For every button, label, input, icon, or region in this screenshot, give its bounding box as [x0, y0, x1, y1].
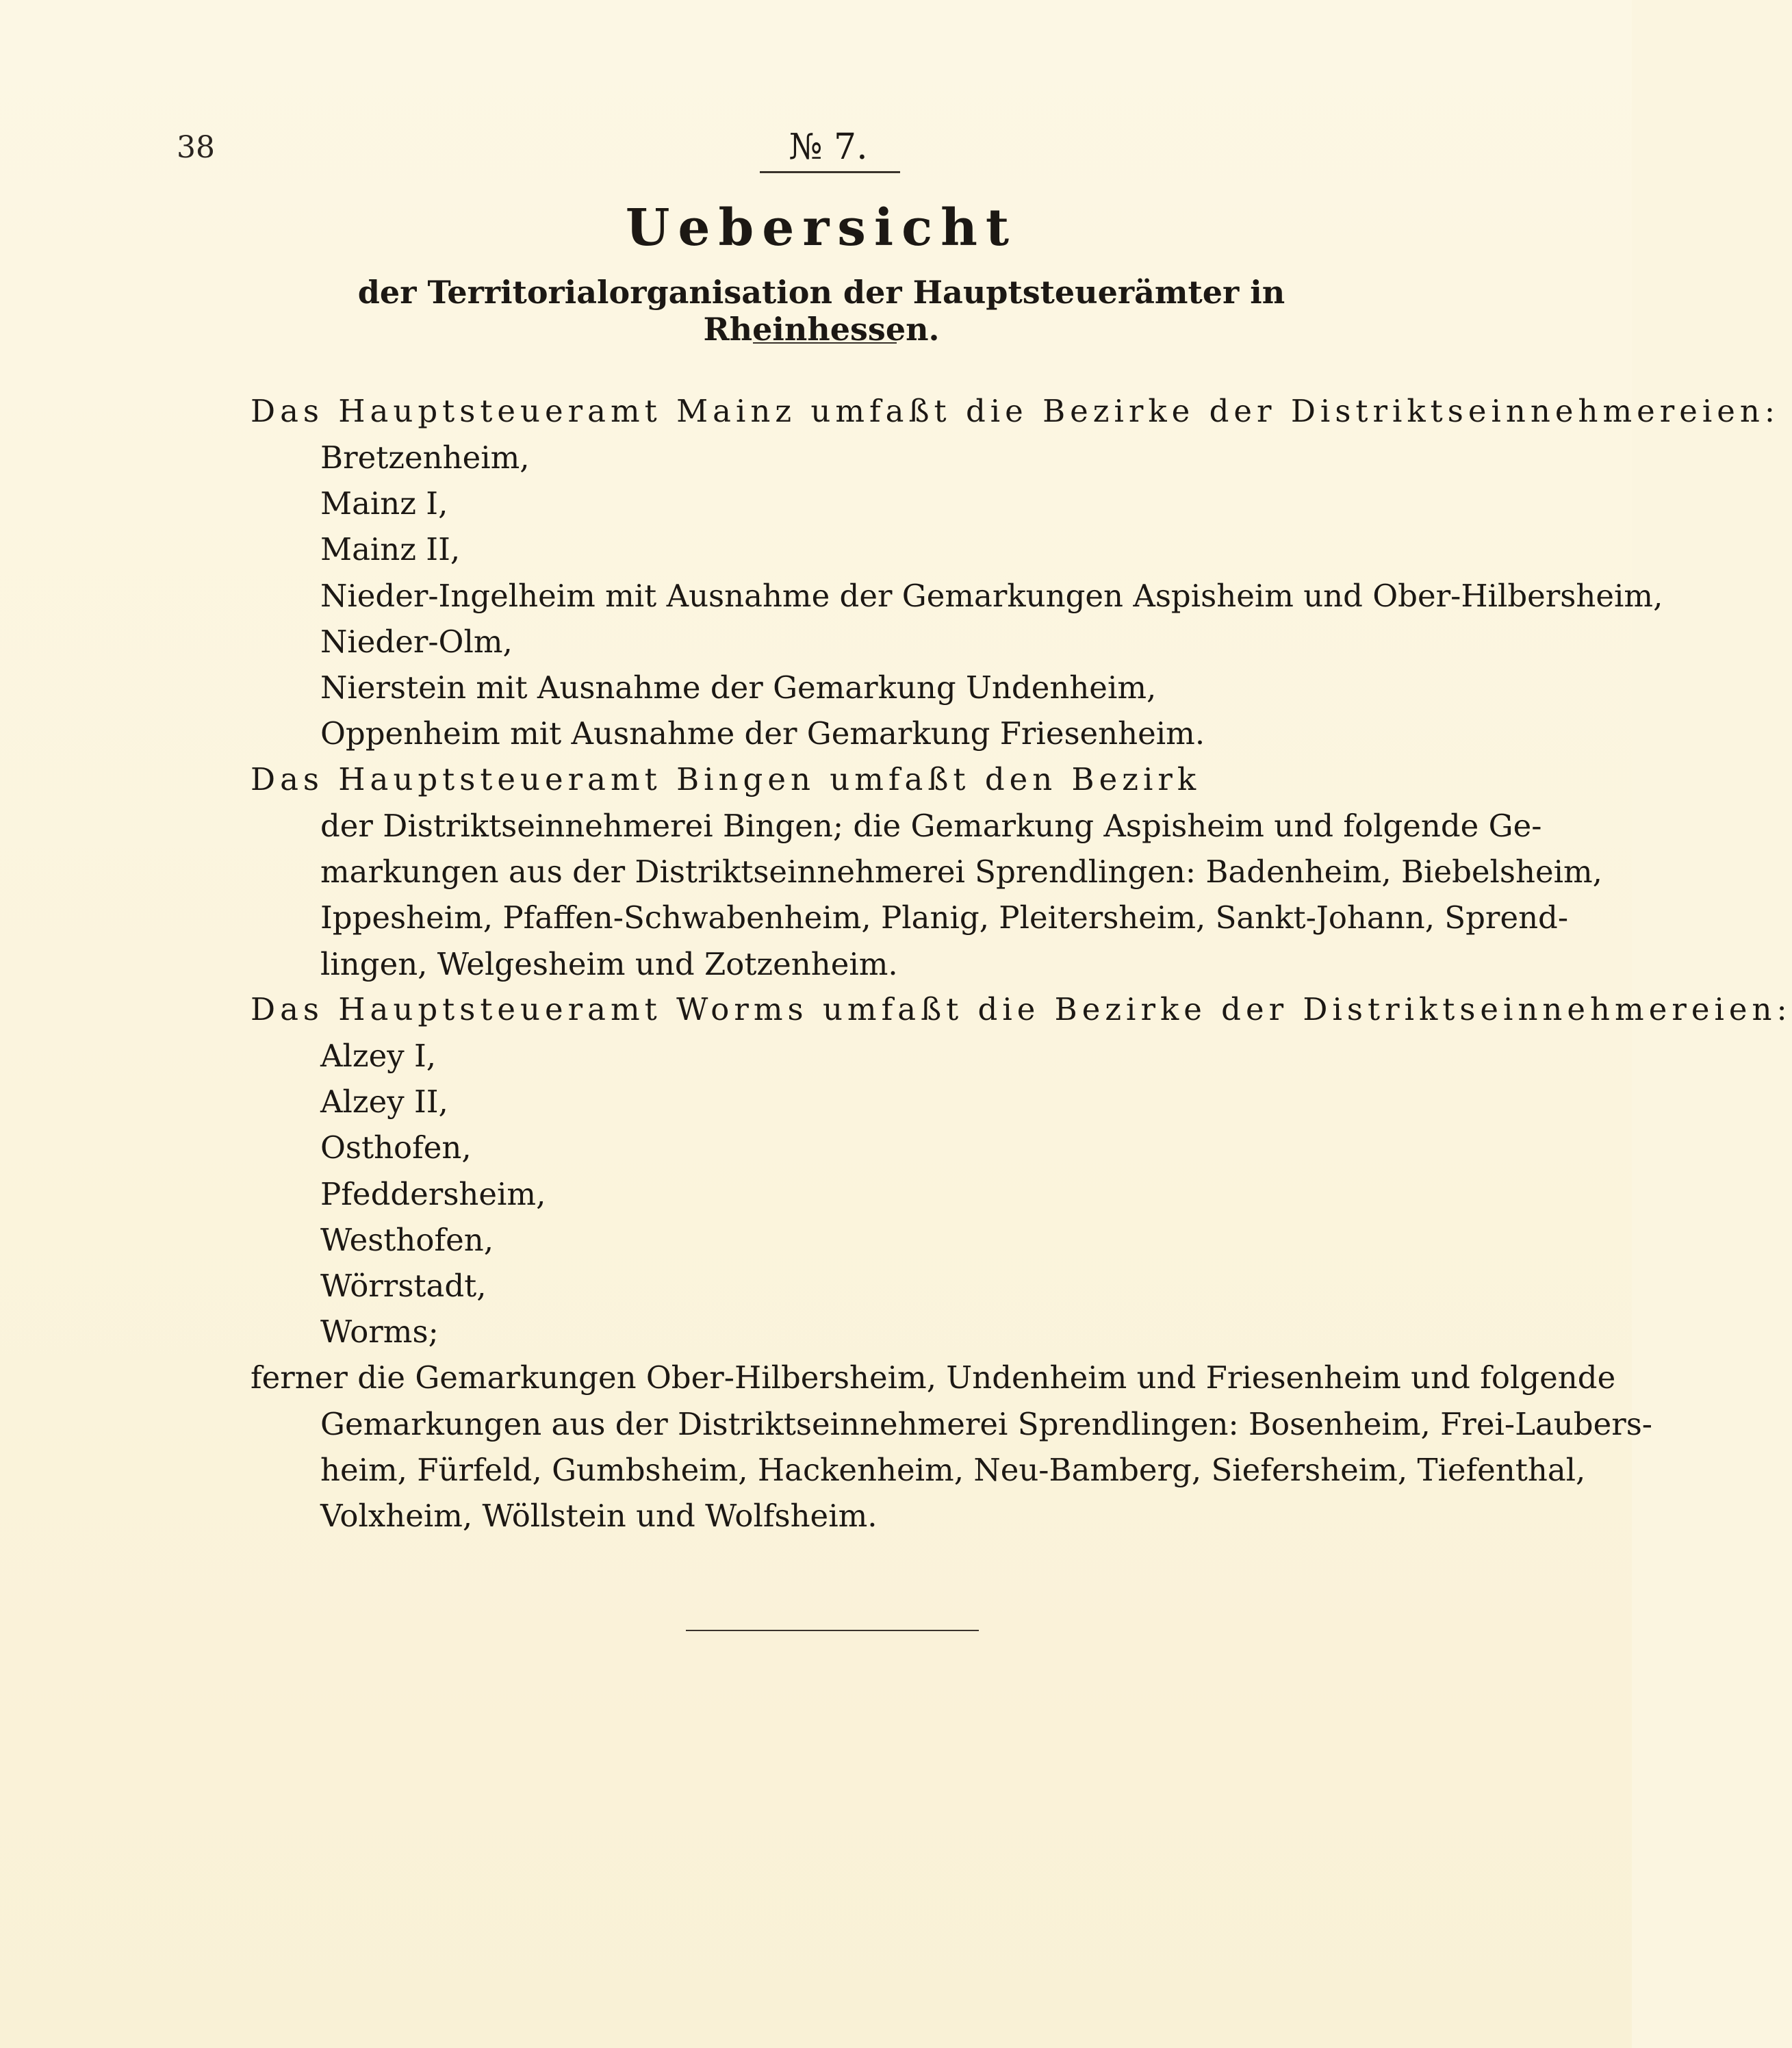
paragraph-line: lingen, Welgesheim und Zotzenheim. — [320, 946, 898, 982]
page-title: Uebersicht — [625, 199, 1018, 257]
list-item: Worms; — [320, 1314, 439, 1350]
title-divider — [753, 342, 897, 344]
section-intro-worms: Das Hauptsteueramt Worms umfaßt die Bezirke der Distriktseinnehmereien: — [251, 991, 1792, 1027]
paragraph-line: der Distriktseinnehmerei Bingen; die Gemarkung Aspisheim und folgende Ge- — [320, 808, 1542, 844]
paragraph-line: Volxheim, Wöllstein und Wolfsheim. — [320, 1498, 878, 1534]
paragraph-line: Ippesheim, Pfaffen-Schwabenheim, Planig, Pleitersheim, Sankt-Johann, Sprend- — [320, 899, 1569, 936]
list-item: Nierstein mit Ausnahme der Gemarkung Undenheim, — [320, 669, 1157, 706]
end-divider — [686, 1630, 979, 1631]
page-subtitle: der Territorialorganisation der Hauptsteuerämter in Rheinhessen. — [357, 274, 1285, 348]
list-item: Osthofen, — [320, 1129, 472, 1166]
list-item: Mainz I, — [320, 485, 448, 522]
page-number: 38 — [177, 130, 215, 165]
list-item: Bretzenheim, — [320, 439, 530, 476]
list-item: Nieder-Ingelheim mit Ausnahme der Gemarkungen Aspisheim und Ober-Hilbersheim, — [320, 578, 1663, 614]
list-item: Wörrstadt, — [320, 1268, 487, 1304]
list-item: Pfeddersheim, — [320, 1176, 546, 1212]
document-number-underline — [760, 171, 900, 173]
list-item: Alzey I, — [320, 1038, 437, 1074]
paragraph-line: markungen aus der Distriktseinnehmerei Sprendlingen: Badenheim, Biebelsheim, — [320, 854, 1602, 890]
list-item: Oppenheim mit Ausnahme der Gemarkung Friesenheim. — [320, 715, 1205, 752]
list-item: Westhofen, — [320, 1222, 494, 1258]
section-intro-mainz: Das Hauptsteueramt Mainz umfaßt die Bezirke der Distriktseinnehmereien: — [251, 393, 1780, 429]
document-number: № 7. — [789, 127, 868, 168]
list-item: Mainz II, — [320, 531, 461, 567]
section-intro-bingen: Das Hauptsteueramt Bingen umfaßt den Bezirk — [251, 761, 1201, 797]
list-item: Alzey II, — [320, 1084, 448, 1120]
paragraph-line: ferner die Gemarkungen Ober-Hilbersheim, Undenheim und Friesenheim und folgende — [251, 1359, 1616, 1396]
paragraph-line: heim, Fürfeld, Gumbsheim, Hackenheim, Neu-Bamberg, Siefersheim, Tiefenthal, — [320, 1452, 1586, 1488]
paragraph-line: Gemarkungen aus der Distriktseinnehmerei Sprendlingen: Bosenheim, Frei-Laubers- — [320, 1406, 1653, 1442]
list-item: Nieder-Olm, — [320, 624, 513, 660]
